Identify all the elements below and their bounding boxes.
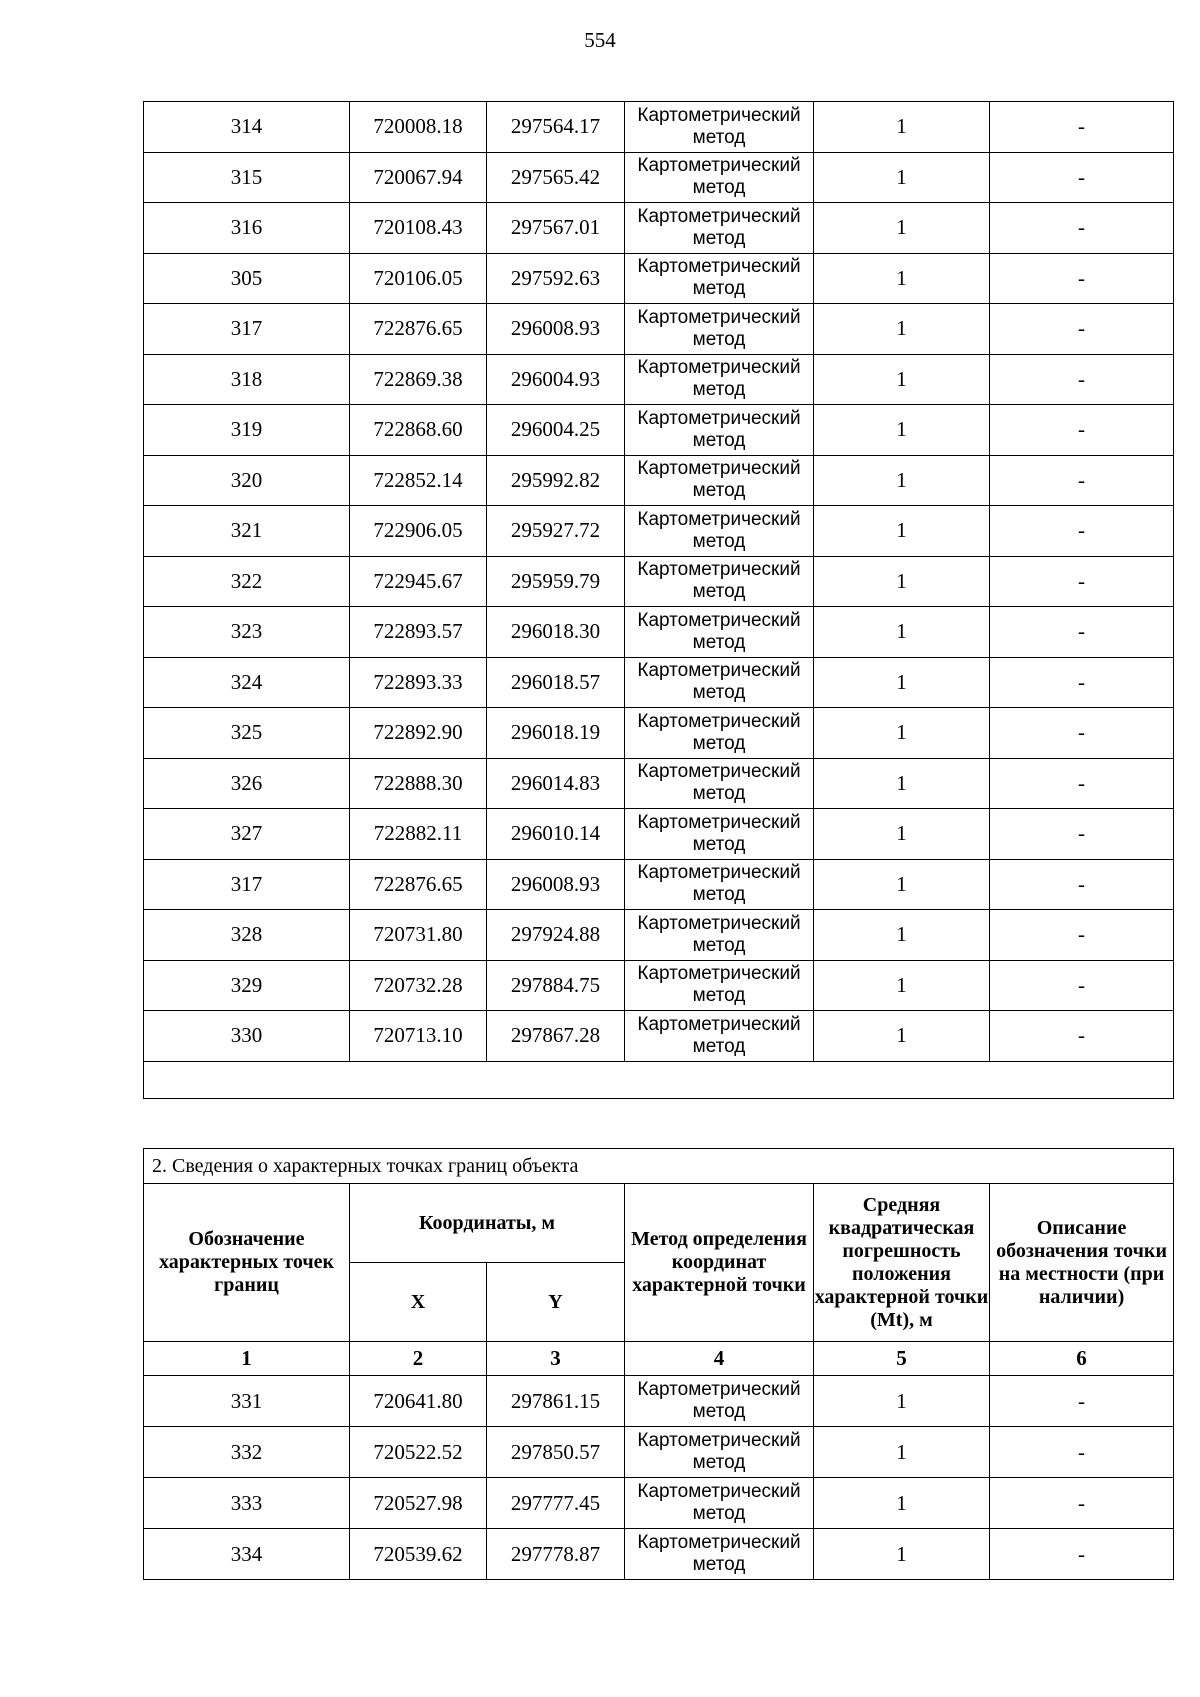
cell-point: 305 (144, 253, 350, 304)
table-row (144, 708, 1174, 759)
table-row (144, 1376, 1174, 1427)
cell-point: 325 (144, 708, 350, 759)
cell-desc: - (990, 809, 1174, 860)
cell-mt: 1 (814, 1478, 990, 1529)
cell-x: 722888.30 (350, 758, 487, 809)
cell-mt: 1 (814, 203, 990, 254)
cell-mt: 1 (814, 708, 990, 759)
cell-point: 332 (144, 1427, 350, 1478)
header-desc: Описание обозначения точки на местности (при наличии) (990, 1184, 1174, 1342)
cell-x: 722868.60 (350, 405, 487, 456)
cell-method: Картометрический метод (625, 1427, 814, 1478)
cell-method: Картометрический метод (625, 657, 814, 708)
table-row (144, 556, 1174, 607)
cell-point: 326 (144, 758, 350, 809)
header-point: Обозначение характерных точек границ (144, 1184, 350, 1342)
cell-mt: 1 (814, 1427, 990, 1478)
column-number: 5 (814, 1342, 990, 1376)
cell-desc: - (990, 506, 1174, 557)
cell-method: Картометрический метод (625, 1478, 814, 1529)
table-row (144, 152, 1174, 203)
cell-point: 331 (144, 1376, 350, 1427)
header-x: X (350, 1263, 487, 1342)
table-row (144, 607, 1174, 658)
cell-y: 295959.79 (487, 556, 625, 607)
column-number: 2 (350, 1342, 487, 1376)
table-row (144, 809, 1174, 860)
cell-method: Картометрический метод (625, 758, 814, 809)
cell-mt: 1 (814, 859, 990, 910)
cell-desc: - (990, 960, 1174, 1011)
section-title: 2. Сведения о характерных точках границ объекта (144, 1149, 1174, 1184)
cell-y: 296018.19 (487, 708, 625, 759)
cell-y: 297924.88 (487, 910, 625, 961)
cell-point: 316 (144, 203, 350, 254)
cell-point: 317 (144, 859, 350, 910)
cell-method: Картометрический метод (625, 506, 814, 557)
cell-x: 720539.62 (350, 1529, 487, 1580)
cell-x: 722892.90 (350, 708, 487, 759)
cell-x: 720522.52 (350, 1427, 487, 1478)
cell-point: 324 (144, 657, 350, 708)
cell-mt: 1 (814, 556, 990, 607)
table-row (144, 657, 1174, 708)
cell-point: 333 (144, 1478, 350, 1529)
cell-x: 720106.05 (350, 253, 487, 304)
empty-row (144, 1061, 1174, 1098)
cell-x: 722869.38 (350, 354, 487, 405)
cell-desc: - (990, 1529, 1174, 1580)
cell-mt: 1 (814, 657, 990, 708)
cell-mt: 1 (814, 152, 990, 203)
table-row (144, 203, 1174, 254)
cell-point: 334 (144, 1529, 350, 1580)
cell-desc: - (990, 556, 1174, 607)
cell-y: 297861.15 (487, 1376, 625, 1427)
cell-desc: - (990, 354, 1174, 405)
table-row (144, 506, 1174, 557)
cell-point: 317 (144, 304, 350, 355)
cell-method: Картометрический метод (625, 607, 814, 658)
cell-method: Картометрический метод (625, 455, 814, 506)
cell-method: Картометрический метод (625, 1529, 814, 1580)
table-row (144, 304, 1174, 355)
cell-desc: - (990, 102, 1174, 153)
header-method: Метод определения координат характерной точки (625, 1184, 814, 1342)
cell-y: 297777.45 (487, 1478, 625, 1529)
column-number: 3 (487, 1342, 625, 1376)
column-number: 4 (625, 1342, 814, 1376)
cell-y: 297867.28 (487, 1011, 625, 1062)
cell-mt: 1 (814, 405, 990, 456)
cell-x: 720641.80 (350, 1376, 487, 1427)
cell-method: Картометрический метод (625, 910, 814, 961)
table-row (144, 1011, 1174, 1062)
cell-method: Картометрический метод (625, 859, 814, 910)
cell-method: Картометрический метод (625, 253, 814, 304)
cell-y: 295992.82 (487, 455, 625, 506)
cell-x: 722876.65 (350, 304, 487, 355)
cell-x: 722893.33 (350, 657, 487, 708)
cell-y: 296008.93 (487, 304, 625, 355)
cell-point: 320 (144, 455, 350, 506)
table-row (144, 455, 1174, 506)
boundary-points-table (143, 1148, 1174, 1580)
cell-mt: 1 (814, 607, 990, 658)
cell-method: Картометрический метод (625, 152, 814, 203)
cell-desc: - (990, 708, 1174, 759)
cell-y: 297565.42 (487, 152, 625, 203)
table-row (144, 253, 1174, 304)
cell-mt: 1 (814, 1529, 990, 1580)
cell-mt: 1 (814, 455, 990, 506)
column-number: 1 (144, 1342, 350, 1376)
cell-desc: - (990, 657, 1174, 708)
table-row (144, 910, 1174, 961)
cell-point: 329 (144, 960, 350, 1011)
cell-desc: - (990, 1376, 1174, 1427)
cell-point: 323 (144, 607, 350, 658)
cell-desc: - (990, 859, 1174, 910)
cell-point: 315 (144, 152, 350, 203)
cell-mt: 1 (814, 910, 990, 961)
cell-mt: 1 (814, 1011, 990, 1062)
page-number: 554 (584, 28, 616, 52)
cell-desc: - (990, 1478, 1174, 1529)
cell-mt: 1 (814, 809, 990, 860)
header-coords: Координаты, м (350, 1184, 625, 1263)
cell-desc: - (990, 455, 1174, 506)
cell-desc: - (990, 152, 1174, 203)
cell-desc: - (990, 607, 1174, 658)
cell-x: 722945.67 (350, 556, 487, 607)
cell-y: 297567.01 (487, 203, 625, 254)
cell-desc: - (990, 1427, 1174, 1478)
cell-desc: - (990, 758, 1174, 809)
cell-method: Картометрический метод (625, 1376, 814, 1427)
cell-y: 297592.63 (487, 253, 625, 304)
cell-y: 296014.83 (487, 758, 625, 809)
cell-y: 296018.57 (487, 657, 625, 708)
cell-method: Картометрический метод (625, 1011, 814, 1062)
cell-method: Картометрический метод (625, 203, 814, 254)
cell-x: 722876.65 (350, 859, 487, 910)
cell-method: Картометрический метод (625, 809, 814, 860)
cell-x: 720008.18 (350, 102, 487, 153)
table-row (144, 354, 1174, 405)
cell-method: Картометрический метод (625, 354, 814, 405)
cell-mt: 1 (814, 304, 990, 355)
cell-point: 321 (144, 506, 350, 557)
table-row (144, 1529, 1174, 1580)
cell-point: 322 (144, 556, 350, 607)
cell-mt: 1 (814, 506, 990, 557)
cell-method: Картометрический метод (625, 556, 814, 607)
cell-mt: 1 (814, 354, 990, 405)
table-row (144, 960, 1174, 1011)
column-number: 6 (990, 1342, 1174, 1376)
empty-cell (144, 1061, 1174, 1098)
cell-mt: 1 (814, 253, 990, 304)
cell-x: 722852.14 (350, 455, 487, 506)
cell-y: 295927.72 (487, 506, 625, 557)
cell-desc: - (990, 203, 1174, 254)
cell-y: 297850.57 (487, 1427, 625, 1478)
cell-mt: 1 (814, 758, 990, 809)
cell-y: 297884.75 (487, 960, 625, 1011)
cell-mt: 1 (814, 1376, 990, 1427)
cell-desc: - (990, 253, 1174, 304)
cell-desc: - (990, 1011, 1174, 1062)
cell-mt: 1 (814, 102, 990, 153)
table-row (144, 102, 1174, 153)
table-row (144, 1427, 1174, 1478)
cell-point: 330 (144, 1011, 350, 1062)
cell-x: 722893.57 (350, 607, 487, 658)
header-mt: Средняя квадратическая погрешность положения характерной точки (Mt), м (814, 1184, 990, 1342)
cell-point: 327 (144, 809, 350, 860)
cell-method: Картометрический метод (625, 960, 814, 1011)
cell-point: 328 (144, 910, 350, 961)
cell-x: 720527.98 (350, 1478, 487, 1529)
coordinates-table-continued (143, 101, 1174, 1099)
cell-point: 318 (144, 354, 350, 405)
cell-y: 296010.14 (487, 809, 625, 860)
cell-method: Картометрический метод (625, 102, 814, 153)
cell-x: 720067.94 (350, 152, 487, 203)
cell-desc: - (990, 304, 1174, 355)
cell-y: 296018.30 (487, 607, 625, 658)
table-row (144, 1478, 1174, 1529)
cell-desc: - (990, 405, 1174, 456)
cell-y: 296008.93 (487, 859, 625, 910)
cell-y: 296004.25 (487, 405, 625, 456)
cell-x: 720731.80 (350, 910, 487, 961)
cell-desc: - (990, 910, 1174, 961)
cell-point: 319 (144, 405, 350, 456)
cell-method: Картометрический метод (625, 304, 814, 355)
cell-y: 297564.17 (487, 102, 625, 153)
cell-y: 297778.87 (487, 1529, 625, 1580)
table-row (144, 859, 1174, 910)
cell-point: 314 (144, 102, 350, 153)
cell-y: 296004.93 (487, 354, 625, 405)
cell-x: 720713.10 (350, 1011, 487, 1062)
cell-x: 720108.43 (350, 203, 487, 254)
cell-method: Картометрический метод (625, 708, 814, 759)
cell-x: 720732.28 (350, 960, 487, 1011)
cell-mt: 1 (814, 960, 990, 1011)
cell-x: 722906.05 (350, 506, 487, 557)
table-row (144, 758, 1174, 809)
header-y: Y (487, 1263, 625, 1342)
cell-x: 722882.11 (350, 809, 487, 860)
table-row (144, 405, 1174, 456)
cell-method: Картометрический метод (625, 405, 814, 456)
